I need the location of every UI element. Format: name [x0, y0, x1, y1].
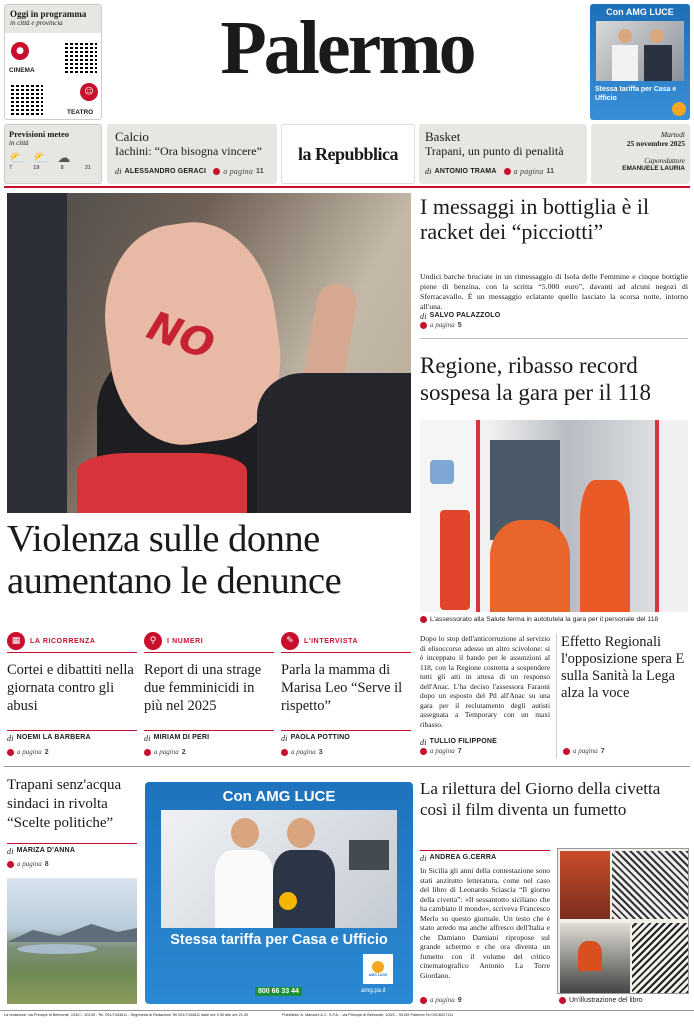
date-day: Martedì: [660, 130, 685, 139]
calcio-kicker: Calcio: [115, 129, 149, 144]
meteo-title: Previsioni meteo: [9, 129, 70, 139]
calcio-author: ALESSANDRO GERACI: [124, 168, 207, 175]
intervista-headline: Parla la mamma di Marisa Leo “Serve il rispetto”: [281, 662, 403, 714]
regione-by: di: [420, 738, 427, 747]
messaggi-body: Undici barche bruciate in un rimessaggio di Isola delle Femmine e cinque bottiglie piene di benzina, con la scritta “5.000 euro”, davanti ad alcuni negozi di Sferracavallo. È un messaggio eclatante quello lasciato la scorsa notte, intorno all'una.: [420, 272, 688, 311]
calendar-icon: ▦: [7, 632, 25, 650]
calcio-box[interactable]: [107, 124, 277, 184]
ad-top-brand: Con AMG LUCE: [606, 7, 674, 17]
sun-icon: [372, 961, 384, 973]
temp: 8: [60, 165, 64, 171]
ad-main[interactable]: [145, 782, 413, 1004]
page-prefix: a pagina: [430, 747, 455, 755]
ambulance-photo[interactable]: [420, 420, 688, 612]
page-number: 8: [44, 860, 49, 868]
ad-top-photo: [596, 21, 684, 81]
messaggi-by: di: [420, 312, 427, 321]
regione-headline[interactable]: Regione, ribasso record sospesa la gara per il 118: [420, 353, 651, 405]
date-value: 25 novembre 2025: [626, 139, 685, 148]
basket-headline: Trapani, un punto di penalità: [425, 144, 564, 158]
trapani-headline[interactable]: Trapani senz'acqua sindaci in rivolta “Scelte politiche”: [7, 777, 122, 831]
qr-code-teatro[interactable]: [11, 83, 43, 115]
temp: 7: [9, 165, 13, 171]
intervista-by: di: [281, 734, 288, 743]
ad-main-site[interactable]: amg.pa.it: [361, 988, 386, 994]
ricorrenza-label: LA RICORRENZA: [30, 637, 96, 645]
programmi-subtitle: in città e provincia: [10, 19, 63, 27]
ad-main-photo: [161, 810, 397, 928]
ad-main-logo: AMG LUCE: [368, 973, 388, 977]
civetta-author: ANDREA G.CERRA: [429, 854, 497, 861]
civetta-headline[interactable]: La rilettura del Giorno della civetta così il film diventa un fumetto: [420, 779, 661, 819]
trapani-byline: [7, 843, 137, 856]
main-headline-line2: aumentano le denunce: [7, 560, 342, 602]
basket-author: ANTONIO TRAMA: [434, 168, 497, 175]
cloud-sun-icon: ⛅: [9, 151, 26, 166]
page-prefix: a pagina: [430, 321, 455, 329]
comic-caption: [559, 997, 643, 1004]
ad-main-brand: Con AMG LUCE: [222, 788, 336, 805]
repubblica-logo: la Repubblica: [281, 124, 415, 184]
numeri-label: I NUMERI: [167, 637, 204, 645]
civetta-page-ref[interactable]: [420, 996, 462, 1004]
numeri-card[interactable]: [144, 632, 274, 760]
page-prefix: a pagina: [573, 747, 598, 755]
cloud-sun-icon: ⛅: [33, 151, 50, 166]
main-headline-line1: Violenza sulle donne: [7, 518, 320, 560]
page-number: 5: [457, 321, 462, 329]
main-headline: [7, 518, 411, 602]
intervista-label: L'INTERVISTA: [304, 637, 359, 645]
page-prefix: a pagina: [291, 748, 316, 756]
arrow-icon: [420, 748, 427, 755]
ricorrenza-by: di: [7, 734, 14, 743]
basket-page-prefix: a pagina: [513, 167, 544, 176]
meteo-subtitle: in città: [9, 139, 29, 147]
arrow-icon: [420, 997, 427, 1004]
divider: [420, 338, 688, 339]
calcio-page[interactable]: 11: [256, 168, 264, 175]
messaggi-headline[interactable]: I messaggi in bottiglia è il racket dei “picciotti”: [420, 194, 650, 244]
basket-by: di: [425, 167, 432, 176]
regione-body: Dopo lo stop dell'anticorruzione al servizio di elisoccorso adesso un altro scivolone: si è inceppato il bando per le assunzioni al 118, con la Regione costretta a sospendere tutti gli atti in attesa di un responso dell'Anac. L'ha deciso l'assessora Faraoni dopo un esposto del Pd all'Anac su una gara per il reclutamento degli autisti assegnata a Temporary con un maxi ribasso.: [420, 634, 550, 729]
effetto-page-ref[interactable]: [563, 747, 605, 755]
basket-page[interactable]: 11: [546, 168, 555, 175]
arrow-icon: [7, 749, 14, 756]
calcio-by: di: [115, 167, 122, 176]
ricorrenza-card[interactable]: [7, 632, 137, 760]
calcio-page-prefix: a pagina: [223, 167, 254, 176]
caporedattore-label: Caporedattore: [644, 157, 685, 165]
footer-right: Pubblicità: A. Manzoni & C. S.P.A. - via Principe di Belmonte, 103/C - 90139 Palermo Tel 091/6027111: [282, 1013, 454, 1017]
masthead-title: Palermo: [220, 6, 474, 90]
ad-main-tagline: Stessa tariffa per Casa e Ufficio: [170, 932, 388, 948]
teatro-label[interactable]: TEATRO: [67, 109, 94, 116]
page-number: 7: [457, 747, 462, 755]
sun-icon: [672, 102, 686, 116]
ad-main-logo-box: [363, 954, 393, 984]
regione-caption: [420, 616, 690, 623]
page-number: 3: [318, 748, 323, 756]
civetta-by: di: [420, 854, 427, 863]
arrow-icon: [563, 748, 570, 755]
temp: 21: [84, 165, 91, 171]
messaggi-byline: [420, 312, 500, 321]
ad-top-tagline: Stessa tariffa per Casa e Ufficio: [595, 86, 677, 102]
arrow-icon: [420, 322, 427, 329]
cloud-icon: ☁: [57, 151, 71, 166]
temp: 19: [33, 165, 40, 171]
programmi-title: Oggi in programma: [10, 9, 87, 19]
page-number: 9: [457, 996, 462, 1004]
meteo-box[interactable]: [4, 124, 102, 184]
programmi-box[interactable]: [4, 4, 102, 120]
caption-dot-icon: [420, 616, 427, 623]
arrow-icon: [504, 168, 511, 175]
footer-left: La redazione: via Principe di Belmonte, 103/C - 90139 - Tel. 091/7434611 - Segreteria di Redazione Tel 091/7434611 dalle ore 9.30 alle ore 21.00: [4, 1013, 249, 1017]
qr-code-cinema[interactable]: [65, 41, 97, 73]
caption-text: L'assessorato alla Salute ferma in autotutela la gara per il personale del 118: [430, 616, 659, 623]
ad-main-phone[interactable]: 800 66 33 44: [255, 987, 302, 996]
messaggi-author: SALVO PALAZZOLO: [429, 312, 501, 319]
arrow-icon: [213, 168, 220, 175]
numeri-by: di: [144, 734, 151, 743]
effetto-box[interactable]: [556, 634, 690, 758]
basket-box[interactable]: [419, 124, 587, 184]
arrow-icon: [144, 749, 151, 756]
page-prefix: a pagina: [17, 748, 42, 756]
trapani-author: MARIZA D'ANNA: [16, 847, 76, 854]
main-photo[interactable]: [7, 193, 411, 513]
caporedattore-name: EMANUELE LAURIA: [622, 165, 685, 172]
ricorrenza-author: NOEMI LA BARBERA: [16, 734, 91, 741]
caption-dot-icon: [559, 997, 566, 1004]
ad-top[interactable]: [590, 4, 690, 120]
civetta-byline: [420, 850, 550, 863]
page-prefix: a pagina: [17, 860, 42, 868]
trapani-by: di: [7, 847, 14, 856]
page-number: 2: [44, 748, 49, 756]
regione-byline: [420, 738, 497, 747]
intervista-card[interactable]: [281, 632, 411, 760]
comic-illustration[interactable]: [557, 848, 689, 994]
header-divider: [4, 186, 690, 188]
trapani-photo[interactable]: [7, 878, 137, 1004]
page-number: 2: [181, 748, 186, 756]
intervista-author: PAOLA POTTINO: [290, 734, 351, 741]
trapani-page-ref[interactable]: [7, 860, 49, 868]
calcio-headline: Iachini: “Ora bisogna vincere”: [115, 144, 262, 158]
teatro-icon: ☺: [80, 83, 98, 101]
cinema-icon: ●: [11, 42, 29, 60]
numeri-author: MIRIAM DI PERI: [153, 734, 210, 741]
page-number: 7: [600, 747, 605, 755]
arrow-icon: [281, 749, 288, 756]
microphone-icon: ✎: [281, 632, 299, 650]
civetta-body: In Sicilia gli anni della contestazione sono stati anzitutto letteratura, come nel caso del libro di Leonardo Sciascia “Il giorno della civetta”: «Il sessantotto siciliano che ha cambiato il mondo», scriveva Francesco Merlo su questo giornale. Un testo che è stato arredo ma anche affresco dell'Italia e che Damiano Damiani ripropose sul grande schermo e che ora diventa un fumetto con il volume del critico cinematografico Antonio La Torre Giordano.: [420, 866, 550, 980]
hand-no-text: NO: [141, 302, 221, 370]
messaggi-page-ref[interactable]: [420, 321, 462, 329]
ricorrenza-headline: Cortei e dibattiti nella giornata contro gli abusi: [7, 662, 134, 714]
page-prefix: a pagina: [430, 996, 455, 1004]
cinema-label[interactable]: CINEMA: [9, 67, 35, 74]
regione-page-ref[interactable]: [420, 747, 462, 755]
magnifier-icon: ⚲: [144, 632, 162, 650]
basket-kicker: Basket: [425, 129, 461, 144]
regione-author: TULLIO FILIPPONE: [429, 738, 497, 745]
arrow-icon: [7, 861, 14, 868]
numeri-headline: Report di una strage due femminicidi in più nel 2025: [144, 662, 262, 714]
section-divider: [4, 766, 690, 767]
dateline-box: [591, 124, 690, 184]
caption-text: Un'illustrazione del libro: [569, 997, 643, 1004]
effetto-headline: Effetto Regionali l'opposizione spera E sulla Sanità la Lega alza la voce: [561, 634, 685, 701]
page-prefix: a pagina: [154, 748, 179, 756]
